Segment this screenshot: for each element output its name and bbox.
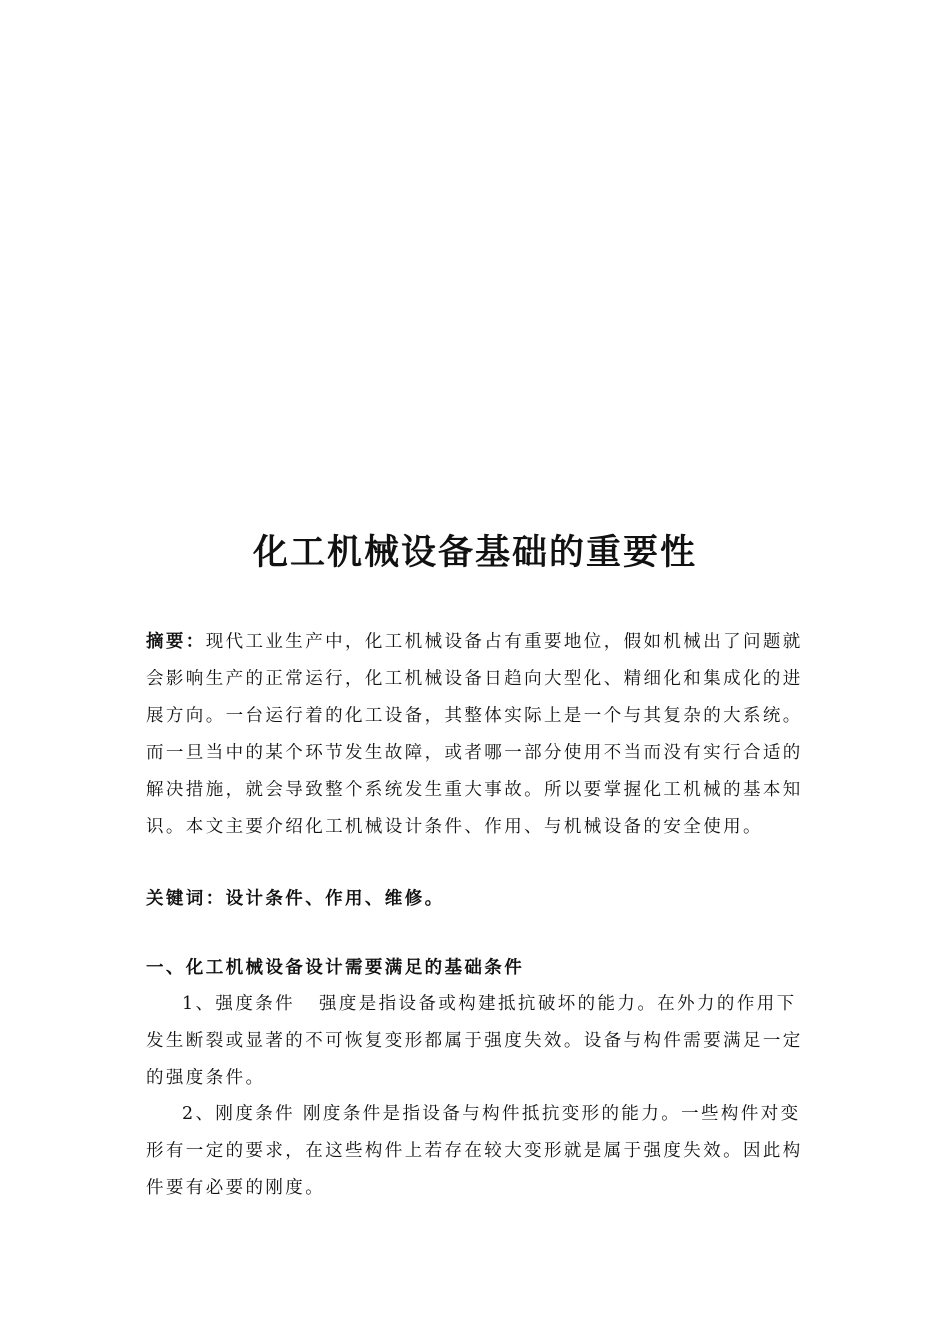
keywords-label: 关键词： <box>146 889 226 909</box>
document-title: 化工机械设备基础的重要性 <box>252 533 697 573</box>
rigidity-condition-label: 2、刚度条件 <box>182 1104 296 1124</box>
strength-condition-paragraph <box>146 986 810 1097</box>
rigidity-condition-paragraph <box>146 1096 810 1207</box>
keywords-text: 设计条件、作用、维修。 <box>225 889 445 909</box>
keywords-line <box>146 881 810 918</box>
abstract-label: 摘要： <box>146 632 206 652</box>
rigidity-condition-text: 刚度条件是指设备与构件抵抗变形的能力。一些构件对变形有一定的要求，在这些构件上若存在较大变形就是属于强度失效。因此构件要有必要的刚度。 <box>146 1104 803 1198</box>
section-heading: 一、化工机械设备设计需要满足的基础条件 <box>146 958 525 978</box>
strength-condition-label: 1、强度条件 <box>182 994 296 1014</box>
abstract-text: 现代工业生产中，化工机械设备占有重要地位，假如机械出了问题就会影响生产的正常运行，化工机械设备日趋向大型化、精细化和集成化的进展方向。一台运行着的化工设备，其整体实际上是一个与其复杂的大系统。而一旦当中的某个环节发生故障，或者哪一部分使用不当而没有实行合适的解决措施，就会导致整个系统发生重大事故。所以要掌握化工机械的基本知识。本文主要介绍化工机械设计条件、作用、与机械设备的安全使用。 <box>146 632 803 837</box>
strength-condition-text: 强度是指设备或构建抵抗破坏的能力。在外力的作用下发生断裂或显著的不可恢复变形都属于强度失效。设备与构件需要满足一定的强度条件。 <box>146 994 803 1088</box>
abstract-paragraph <box>146 624 810 846</box>
